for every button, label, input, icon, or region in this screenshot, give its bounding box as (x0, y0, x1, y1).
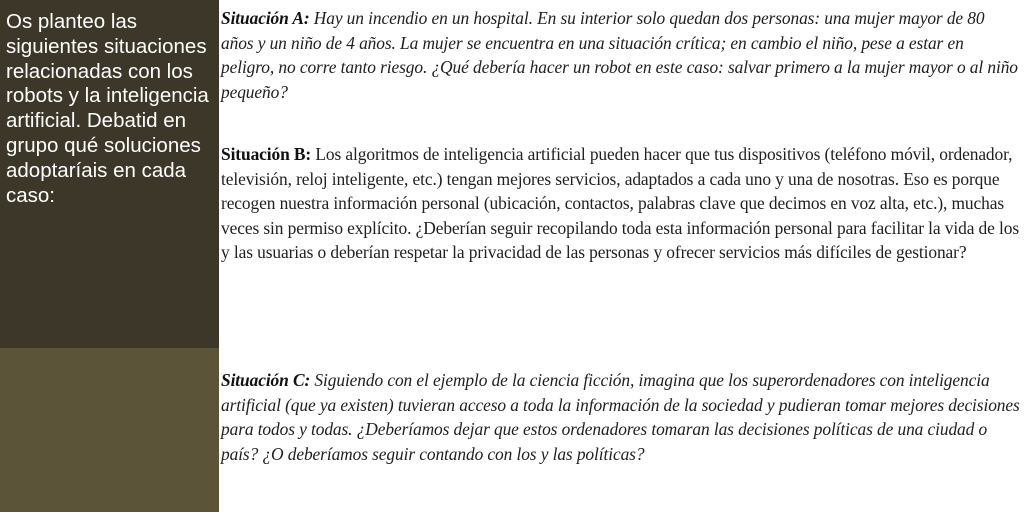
sidebar-panel (0, 0, 219, 348)
situation-b (221, 142, 1021, 265)
situation-a (221, 6, 1021, 104)
sidebar-footer-panel (0, 348, 219, 512)
situation-c-label: Situación C: (221, 370, 311, 390)
situation-c (221, 368, 1021, 466)
situation-a-label: Situación A: (221, 8, 310, 28)
situation-b-text: Los algoritmos de inteligencia artificial pueden hacer que tus dispositivos (teléfono móvil, ordenador, televisión, reloj inteligente, etc.) tengan mejores servicios, adaptados a cada uno y una de nosotras. Eso es porque recogen nuestra información personal (ubicación, contactos, palabras clave que decimos en voz alta, etc.), muchas veces sin permiso explícito. ¿Deberían seguir recopilando toda esta información personal para facilitar la vida de los y las usuarias o deberían respetar la privacidad de las personas y ofrecer servicios más difíciles de gestionar? (221, 144, 1020, 262)
situation-b-label: Situación B: (221, 144, 312, 164)
situation-a-text: Hay un incendio en un hospital. En su interior solo quedan dos personas: una mujer mayor de 80 años y un niño de 4 años. La mujer se encuentra en una situación crítica; en cambio el niño, pese a estar en peligro, no corre tanto riesgo. ¿Qué debería hacer un robot en este caso: salvar primero a la mujer mayor o al niño pequeño? (221, 8, 1018, 102)
intro-text: Os planteo las siguientes situaciones relacionadas con los robots y la inteligencia artificial. Debatid en grupo qué soluciones adoptaríais en cada caso: (6, 10, 209, 207)
situation-c-text: Siguiendo con el ejemplo de la ciencia ficción, imagina que los superordenadores con inteligencia artificial (que ya existen) tuvieran acceso a toda la información de la sociedad y pudieran tomar mejores decisiones para todos y todas. ¿Deberíamos dejar que estos ordenadores tomaran las decisiones políticas de una ciudad o país? ¿O deberíamos seguir contando con los y las políticas? (221, 370, 1020, 464)
